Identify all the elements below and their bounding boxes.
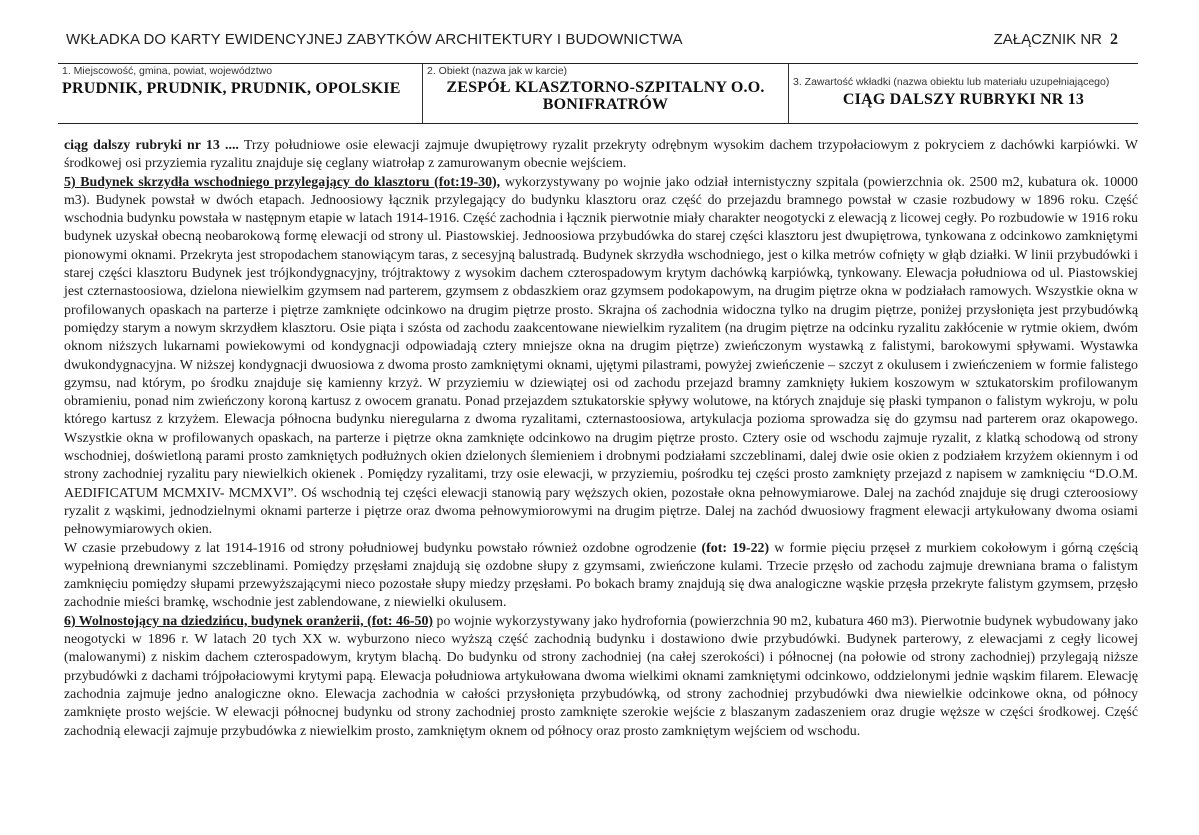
object-cell [422,64,788,123]
metadata-table [58,63,1138,124]
paragraph-fence [64,540,1138,613]
east-wing-text: wykorzystywany po wojnie jako odział internistyczny szpitala (powierzchnia ok. 2500 m2, kubatura ok. 10000 m3). Budynek powstał w dwóch etapach. Jednoosiowy łącznik przylegający do budynku klasztoru oraz część do przejazdu bramnego powstał w czasie rozbudowy w 1896 roku. Część wschodnia budynku powstała w następnym etapie w latach 1914-1916. Część zachodnia i łącznik pierwotnie miały charakter neogotycki z elewacją z licowej cegły. Po rozbudowie w 1916 roku budynek uzyskał obecną neobarokową formę elewacji od strony ul. Piastowskiej. Jednoosiowa przybudówka do starej części klasztoru jest dwupiętrowa, tynkowana z odcinkowo zamkniętymi pionowymi oknami. Przekryta jest stropodachem stanowiącym taras, z secesyjną balustradą. Budynek skrzydła wschodniego, jest o kilka metrów cofnięty w głąb działki. W linii przybudówki i starej części klasztoru Budynek jest trójkondygnacyjny, trójtraktowy z wysokim dachem czterospadowym krytym dachówką karpiówką, tynkowany. Elewacja południowa od ul. Piastowskiej jest czternastoosiowa, dzielona niewielkim gzymsem nad parterem, gzymsem z obdaszkiem oraz gzymsem podokapowym, na drugim piętrze okna w podziałach ramowych. Wszystkie okna w profilowanych opaskach na parterze i piętrze zamknięte odcinkowo na drugim piętrze prosto. Skrajna oś zachodnia widoczna tylko na drugim piętrze, poniżej przysłonięta jest przybudówką pomiędzy starym a nowym skrzydłem klasztoru. Osie piąta i szósta od zachodu zaakcentowane niewielkim ryzalitem (na drugim piętrze na odcinku ryzalitu zakłócenie w rytmie okiem, dwóm oknom niższych lukarnami powiekowymi od kondygnacji odpowiadają cztery mniejsze okna na drugim piętrze) zwieńczonym wystawką z falistymi, barokowymi spływami. Wystawka dwukondygnacyjna. W niższej kondygnacji dwuosiowa z dwoma prosto zamkniętymi oknami, ujętymi pilastrami, powyżej zwieńczenie – szczyt z okulusem i zwieńczeniem w formie falistego gzymsu, nad którym, po środku znajduje się kamienny krzyż. W przyziemiu w dziewiątej osi od zachodu przejazd bramny zamknięty łukiem koszowym w sztukatorskim profilowanym obramieniu, ponad nim zwieńczony koroną kartusz z owocem granatu. Ponad przejazdem sztukatorskie spływy wolutowe, na których znajduje się płaski tympanon o falistym wykroju, w polu którego kartusz z krzyżem. Elewacja północna budynku nieregularna z dwoma ryzalitami, czternastoosiowa, artykulacja pozioma sprowadza się do gzymsu nad parterem oraz okapowego. Wszystkie okna w profilowanych opaskach, na parterze i piętrze okna zamknięte odcinkowo na drugim piętrze prosto. Cztery osie od wschodu zajmuje ryzalit, z klatką schodową od strony wschodniej, doświetloną parami prosto zamkniętych podłużnych okien dzielonych ślemieniem i drobnymi podziałami szczeblinami, dalej dwie osie okien z podziałem krzyżem okiennym i od strony zachodniej ryzalitu pary niewielkich okienek . Pomiędzy ryzalitami, trzy osie elewacji, w przyziemiu, pośrodku tej części prosto zamknięty przejazd z napisem w zamknięciu “D.O.M. AEDIFICATUM MCMXIV- MCMXVI”. Oś wschodnią tej części elewacji stanowią pary węższych okien, pozostałe okna pełnowymiarowe. Dalej na zachód znajduje się drugi czteroosiowy ryzalit z wąskimi, jednodzielnymi oknami parterze i piętrze oraz dwoma pełnowymiorowymi na drugim piętrze. Dalej na zachód dwuosiowy fragment elewacji artykułowany dwoma osiami pełnowymiarowych okien. [64,174,1138,538]
object-label: 2. Obiekt (nazwa jak w karcie) [427,65,568,77]
fence-text-a: W czasie przebudowy z lat 1914-1916 od strony południowej budynku powstało również ozdobne ogrodzenie [64,540,702,556]
content-label: 3. Zawartość wkładki (nazwa obiektu lub materiału uzupełniającego) [793,76,1110,88]
document-body [64,137,1138,741]
orangery-text: po wojnie wykorzystywany jako hydrofornia (powierzchnia 90 m2, kubatura 460 m3). Pierwotnie budynek wybudowany jako neogotycki w 1896 r. W latach 20 tych XX w. wyburzono nieco wyższą część zachodnią budynku i dostawiono dwie przybudówki. Budynek parterowy, z elewacjami z cegły licowej (malowanymi) z niskim dachem czterospadowym, krytym blachą. Do budynku od strony zachodniej (na całej szerokości) i północnej (na połowie od strony zachodniej) przylegają niższe przybudówki z dachami trójpołaciowymi krytymi papą. Elewacja południowa artykułowana dwoma wielkimi oknami zamkniętymi odcinkowo, oddzielonymi jednie wąskim filarem. Elewację zachodnia zajmuje jedno analogiczne okno. Elewacja zachodnia w całości przysłonięta przybudówką, od strony zachodniej przybudówki dwa niewielkie odcinkowe okna, od północy zamknięte prosto wejście. W elewacji północnej budynku od strony zachodniej prosto zamknięte szerokie wejście z blaszanym zadaszeniem oraz drugie węższe w części środkowej. Część zachodnią elewacji zajmuje przybudówka z niewielkim prosto, zamkniętym oknem od północy oraz prosto zamkniętym wejściem od wschodu. [64,613,1138,739]
object-value: ZESPÓŁ KLASZTORNO-SZPITALNY O.O. BONIFRATRÓW [446,79,765,113]
continuation-lead: ciąg dalszy rubryki nr 13 .... [64,138,239,153]
east-wing-heading: 5) Budynek skrzydła wschodniego przylegający do klasztoru (fot:19-30), [64,174,501,190]
document-title: WKŁADKA DO KARTY EWIDENCYJNEJ ZABYTKÓW ARCHITEKTURY I BUDOWNICTWA [66,31,683,48]
fence-photo-ref: (fot: 19-22) [701,540,770,556]
orangery-heading: 6) Wolnostojący na dziedzińcu, budynek oranżerii, (fot: 46-50) [64,613,434,629]
location-label: 1. Miejscowość, gmina, powiat, województwo [62,65,273,77]
location-cell [58,64,422,123]
attachment-number: 2 [1110,31,1118,48]
attachment-label [994,31,1118,49]
content-value: CIĄG DALSZY RUBRYKI NR 13 [842,91,1085,108]
location-value: PRUDNIK, PRUDNIK, PRUDNIK, OPOLSKIE [62,80,401,97]
paragraph-orangery [64,613,1138,741]
continuation-text: Trzy południowe osie elewacji zajmuje dwupiętrowy ryzalit przekryty odrębnym wysokim dachem trzypołaciowym z pokryciem z dachówki karpiówki. W środkowej osi przyziemia ryzalitu znajduje się ceglany wiatrołap z zamurowanym obecnie wejściem. [64,138,1139,172]
attachment-label-text: ZAŁĄCZNIK NR [993,31,1102,48]
paragraph-east-wing [64,174,1138,540]
content-cell [788,64,1138,123]
paragraph-continuation [64,137,1138,174]
fence-text-b: w formie pięciu przęseł z murkiem cokołowym i górną częścią wypełnioną drewnianymi szczeblinami. Pomiędzy przęsłami znajdują się ozdobne słupy z gzymsami, zwieńczone kulami. Trzecie przęsło od zachodu zajmuje drewniana brama o falistym zamknięciu pomiędzy słupami przewyższającymi nieco pozostałe słupy miedzy przęsłami. Po bokach bramy znajdują się dwa analogiczne wąskie przęsła przekryte falistym gzymsem, przęsło zachodnie mieści bramkę, wschodnie jest zablendowane, z niewielki okulusem. [64,540,1138,611]
